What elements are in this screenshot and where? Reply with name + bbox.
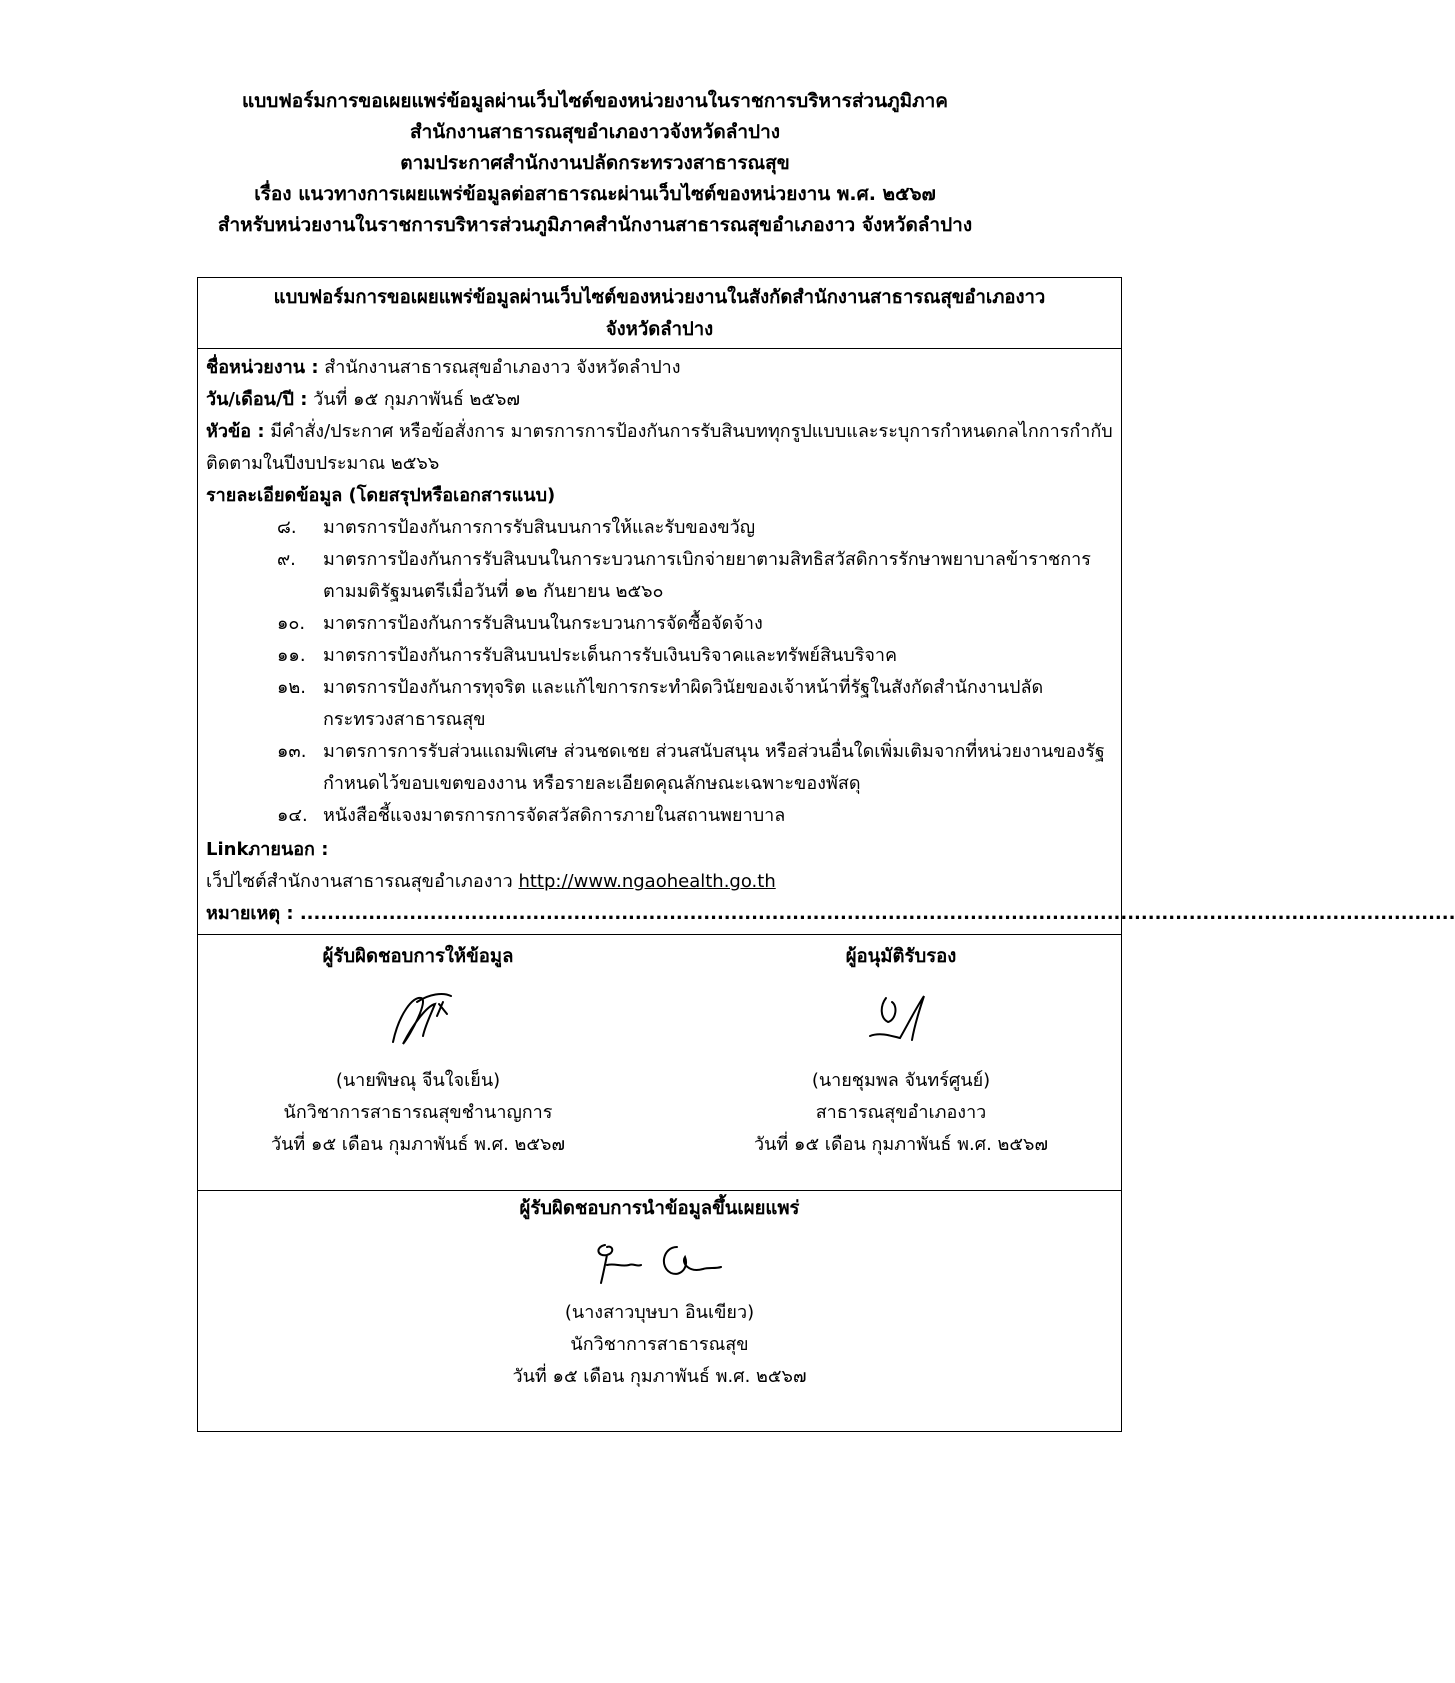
signature-icon	[856, 984, 946, 1054]
note-row	[206, 898, 1455, 930]
informant-signature-image	[198, 973, 638, 1065]
signature-icon	[585, 1233, 735, 1289]
list-item-number: ๙.	[277, 549, 296, 570]
list-item	[277, 672, 1113, 736]
list-item-number: ๘.	[277, 517, 297, 538]
list-item-text: มาตรการป้องกันการรับสินบนในกระบวนการจัดซื้อจัดจ้าง	[323, 613, 763, 634]
informant-date: วันที่ ๑๕ เดือน กุมภาพันธ์ พ.ศ. ๒๕๖๗	[271, 1134, 565, 1155]
date-label: วัน/เดือน/ปี :	[206, 389, 308, 410]
list-item-number: ๑๔.	[277, 805, 308, 826]
date-value: วันที่ ๑๕ กุมภาพันธ์ ๒๕๖๗	[307, 389, 520, 410]
header-line-3: ตามประกาศสำนักงานปลัดกระทรวงสาธารณสุข	[400, 152, 790, 174]
informant-position: นักวิชาการสาธารณสุขชำนาญการ	[283, 1102, 553, 1123]
informant-signature-block	[198, 935, 638, 1161]
list-item	[277, 544, 1113, 608]
header-line-2: สำนักงานสาธารณสุขอำเภองาวจังหวัดลำปาง	[409, 121, 781, 143]
publisher-section	[198, 1193, 1121, 1431]
publisher-heading: ผู้รับผิดชอบการนำข้อมูลขึ้นเผยแพร่	[519, 1198, 800, 1219]
topic-label: หัวข้อ :	[206, 421, 265, 442]
detail-label: รายละเอียดข้อมูล (โดยสรุปหรือเอกสารแนบ)	[206, 485, 556, 506]
detail-row	[206, 480, 1113, 512]
list-item	[277, 608, 1113, 640]
list-item-text: หนังสือชี้แจงมาตรการการจัดสวัสดิการภายในสถานพยาบาล	[323, 805, 786, 826]
link-label: Linkภายนอก :	[206, 839, 329, 860]
publication-form	[197, 277, 1455, 1432]
publisher-date: วันที่ ๑๕ เดือน กุมภาพันธ์ พ.ศ. ๒๕๖๗	[512, 1366, 807, 1387]
approver-signature-image	[681, 973, 1121, 1065]
note-label: หมายเหตุ :	[206, 903, 294, 924]
note-dots: .........................................................................................................................................................................	[293, 903, 1455, 924]
list-item	[277, 640, 1113, 672]
publisher-name: (นางสาวบุษบา อินเขียว)	[564, 1302, 755, 1323]
topic-row	[206, 416, 1113, 480]
list-item-number: ๑๒.	[277, 677, 307, 698]
approver-date: วันที่ ๑๕ เดือน กุมภาพันธ์ พ.ศ. ๒๕๖๗	[754, 1134, 1048, 1155]
document-header	[0, 86, 1190, 241]
informant-name: (นายพิษณุ จีนใจเย็น)	[335, 1070, 501, 1091]
list-item-text: มาตรการป้องกันการทุจริต และแก้ไขการกระทำผิดวินัยของเจ้าหน้าที่รัฐในสังกัดสำนักงานปลัดกระทรวงสาธารณสุข	[323, 677, 1044, 730]
link-text: เว็ปไซต์สำนักงานสาธารณสุขอำเภองาว	[206, 871, 519, 892]
detail-list	[206, 512, 1113, 832]
publisher-position: นักวิชาการสาธารณสุข	[570, 1334, 749, 1355]
list-item-text: มาตรการป้องกันการการรับสินบนการให้และรับของขวัญ	[323, 517, 756, 538]
form-title-line-2: จังหวัดลำปาง	[605, 319, 714, 340]
topic-value: มีคำสั่ง/ประกาศ หรือข้อสั่งการ มาตรการการป้องกันการรับสินบททุกรูปแบบและระบุการกำหนดกลไกการกำกับติดตามในปีงบประมาณ ๒๕๖๖	[206, 421, 1113, 474]
form-title-line-1: แบบฟอร์มการขอเผยแพร่ข้อมูลผ่านเว็บไซต์ของหน่วยงานในสังกัดสำนักงานสาธารณสุขอำเภองาว	[273, 287, 1046, 308]
approver-signature-block	[681, 935, 1121, 1161]
list-item-number: ๑๓.	[277, 741, 307, 762]
unit-row	[206, 352, 1113, 384]
list-item-text: มาตรการป้องกันการรับสินบนในการะบวนการเบิกจ่ายยาตามสิทธิสวัสดิการรักษาพยาบาลข้าราชการ ตามมติรัฐมนตรีเมื่อวันที่ ๑๒ กันยายน ๒๕๖๐	[323, 549, 1091, 602]
informant-heading: ผู้รับผิดชอบการให้ข้อมูล	[322, 946, 514, 967]
link-row	[206, 866, 1113, 898]
header-line-5: สำหรับหน่วยงานในราชการบริหารส่วนภูมิภาคสำนักงานสาธารณสุขอำเภองาว จังหวัดลำปาง	[217, 214, 973, 236]
header-line-4: เรื่อง แนวทางการเผยแพร่ข้อมูลต่อสาธารณะผ่านเว็บไซต์ของหน่วยงาน พ.ศ. ๒๕๖๗	[254, 183, 936, 205]
form-title	[198, 278, 1121, 349]
list-item	[277, 800, 1113, 832]
approver-position: สาธารณสุขอำเภองาว	[815, 1102, 987, 1123]
unit-label: ชื่อหน่วยงาน :	[206, 357, 319, 378]
list-item-text: มาตรการป้องกันการรับสินบนประเด็นการรับเงินบริจาคและทรัพย์สินบริจาค	[323, 645, 898, 666]
publisher-signature-image	[198, 1225, 1121, 1297]
date-row	[206, 384, 1113, 416]
list-item	[277, 736, 1113, 800]
website-link[interactable]: http://www.ngaohealth.go.th	[518, 871, 776, 892]
signature-section	[198, 935, 1121, 1191]
list-item-number: ๑๐.	[277, 613, 306, 634]
list-item	[277, 512, 1113, 544]
signature-icon	[373, 984, 463, 1054]
list-item-text: มาตรการการรับส่วนแถมพิเศษ ส่วนชดเชย ส่วนสนับสนุน หรือส่วนอื่นใดเพิ่มเติมจากที่หน่วยงานของรัฐกำหนดไว้ขอบเขตของงาน หรือรายละเอียดคุณลักษณะเฉพาะของพัสดุ	[323, 741, 1105, 794]
list-item-number: ๑๑.	[277, 645, 306, 666]
approver-heading: ผู้อนุมัติรับรอง	[845, 946, 957, 967]
unit-value: สำนักงานสาธารณสุขอำเภองาว จังหวัดลำปาง	[318, 357, 681, 378]
form-body	[198, 349, 1455, 935]
link-label-row	[206, 834, 1113, 866]
header-line-1: แบบฟอร์มการขอเผยแพร่ข้อมูลผ่านเว็บไซต์ของหน่วยงานในราชการบริหารส่วนภูมิภาค	[241, 90, 949, 112]
approver-name: (นายชุมพล จันทร์ศูนย์)	[811, 1070, 991, 1091]
